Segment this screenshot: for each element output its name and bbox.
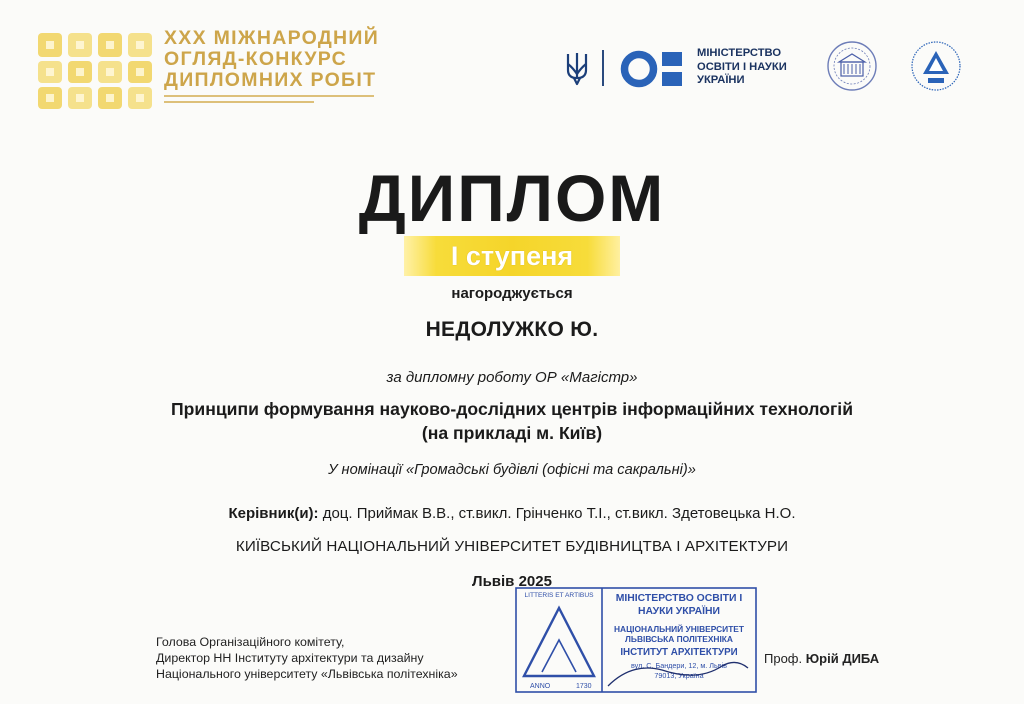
signatory-position-line: Директор НН Інституту архітектури та дизайну <box>156 651 424 665</box>
work-type: за дипломну роботу ОР «Магістр» <box>386 369 638 386</box>
contest-title-line: ОГЛЯД-КОНКУРС <box>164 48 347 70</box>
contest-title <box>164 28 379 91</box>
signatory-title: Проф. <box>764 651 803 666</box>
stamp-line: НАУКИ УКРАЇНИ <box>638 606 720 617</box>
stamp-line: НАЦІОНАЛЬНИЙ УНІВЕРСИТЕТ <box>613 624 745 634</box>
contest-title-line: ДИПЛОМНИХ РОБІТ <box>164 69 377 91</box>
ministry-name <box>697 47 787 88</box>
signatory-fullname: Юрій ДИБА <box>805 651 880 666</box>
supervisors-names: доц. Приймак В.В., ст.викл. Грінченко Т.І., ст.викл. Здетовецька Н.О. <box>322 505 796 522</box>
ministry-name-line: ОСВІТИ І НАУКИ <box>697 60 787 73</box>
stamp-motto: LITTERIS ET ARTIBUS <box>524 592 594 599</box>
signatory-position-line: Голова Організаційного комітету, <box>156 635 345 649</box>
header-divider <box>602 50 604 86</box>
contest-title-line: XXX МІЖНАРОДНИЙ <box>164 27 380 49</box>
stamp-line: вул. С. Бандери, 12, м. Львів <box>631 661 727 670</box>
stamp-line: ЛЬВІВСЬКА ПОЛІТЕХНІКА <box>625 634 733 644</box>
recipient-name: НЕДОЛУЖКО Ю. <box>425 318 599 341</box>
ministry-name-line: МІНІСТЕРСТВО <box>697 47 782 59</box>
ministry-logo-icon <box>618 48 686 90</box>
diploma-title: ДИПЛОМ <box>358 161 666 235</box>
work-title <box>0 397 1024 445</box>
awarded-label: нагороджується <box>451 285 573 302</box>
nomination: У номінації «Громадські будівлі (офісні та сакральні)» <box>328 462 696 478</box>
stamp-line: 79013, Україна <box>654 671 704 680</box>
university-seal-icon <box>826 40 878 92</box>
university-name: КИЇВСЬКИЙ НАЦІОНАЛЬНИЙ УНІВЕРСИТЕТ БУДІВНИЦТВА І АРХІТЕКТУРИ <box>235 538 789 555</box>
signatory-position-line: Національного університету «Львівська політехніка» <box>156 667 458 681</box>
city-year: Львів 2025 <box>472 573 552 590</box>
supervisors-label: Керівник(и): <box>228 505 319 522</box>
work-title-line: (на прикладі м. Київ) <box>421 423 603 443</box>
stamp-line: МІНІСТЕРСТВО ОСВІТИ І <box>615 593 743 604</box>
trident-icon <box>565 50 589 86</box>
signatory-name <box>764 651 879 666</box>
contest-logo-icon <box>38 33 156 111</box>
stamp-emblem-icon <box>524 608 594 676</box>
iard-emblem-icon <box>910 40 962 92</box>
work-title-line: Принципи формування науково-дослідних центрів інформаційних технологій <box>170 399 854 419</box>
supervisors <box>0 505 1024 522</box>
signatory-position <box>156 634 458 682</box>
stamp-year: 1730 <box>576 683 592 690</box>
ministry-name-line: УКРАЇНИ <box>697 74 745 87</box>
stamp-line: ІНСТИТУТ АРХІТЕКТУРИ <box>620 647 738 658</box>
stamp-anno: ANNO <box>530 683 551 690</box>
institute-stamp <box>512 584 760 696</box>
degree-badge: I ступеня <box>404 236 620 276</box>
contest-fineprint-decoration <box>164 94 378 106</box>
